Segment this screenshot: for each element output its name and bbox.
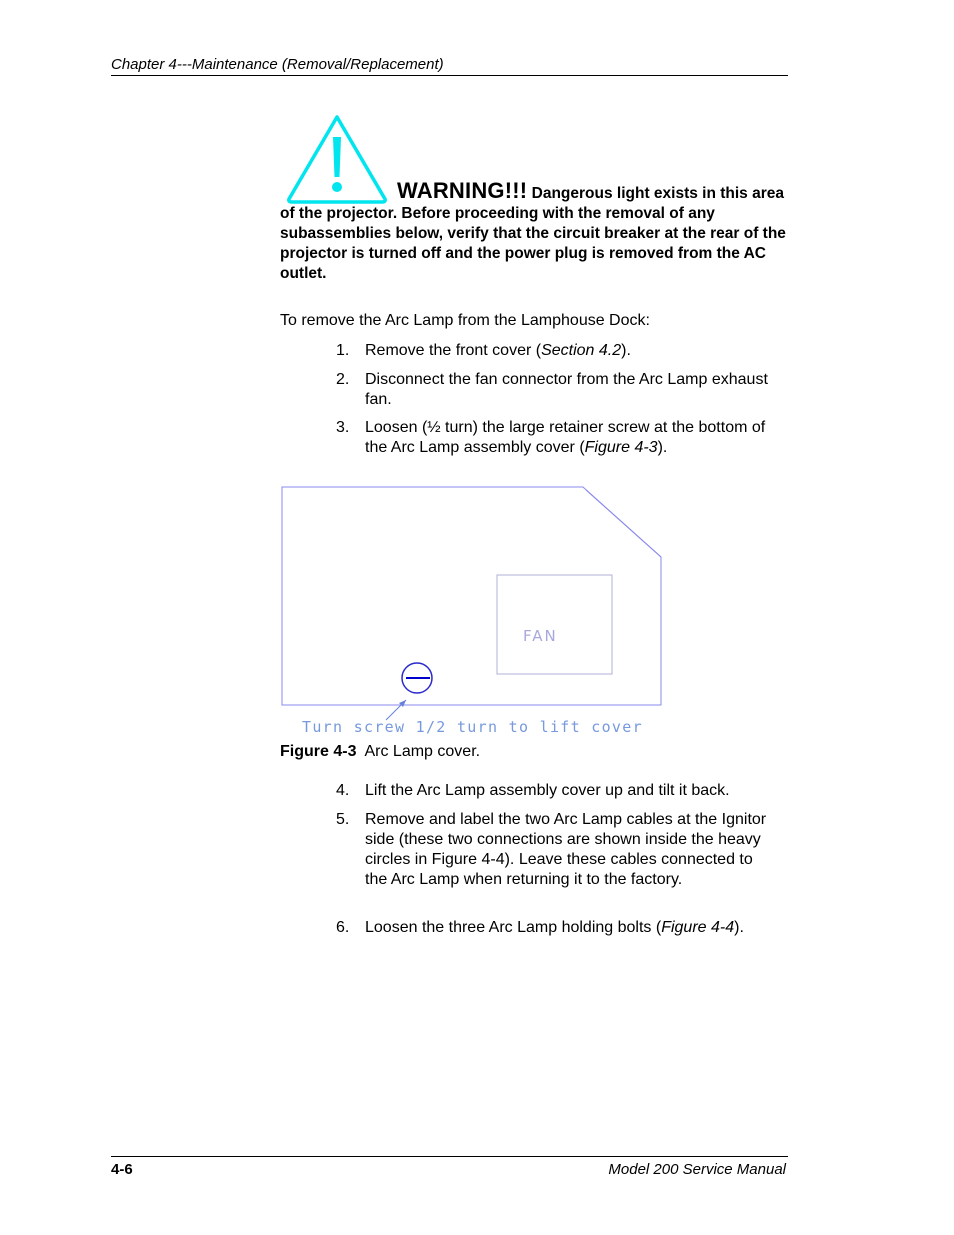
step-text: Remove the front cover ( (365, 342, 542, 359)
step-text-end: ). (657, 439, 668, 456)
step-number: 3. (336, 419, 350, 436)
cover-outline (282, 487, 661, 705)
step-number: 4. (336, 782, 350, 799)
warning-text: Dangerous light exists in this area of the projector. Before proceeding with the removal of any subassemblies below, verify that the circuit breaker at the rear of the projector is turned off and the power plug is removed from the AC outlet. (280, 185, 786, 282)
step-text: Remove and label the two Arc Lamp cables at the Ignitor side (these two connections are shown inside the heavy circles in Figure 4-4). Leave these cables connected to the Arc Lamp when returning it to the factory. (365, 811, 767, 888)
figure-caption (280, 743, 480, 761)
step-number: 5. (336, 811, 350, 828)
step-5 (336, 810, 776, 890)
figure-note: Turn screw 1/2 turn to lift cover (302, 718, 643, 736)
step-1 (336, 341, 776, 361)
cover-bevel-line (586, 490, 661, 557)
step-6 (336, 918, 776, 938)
caption-text: Arc Lamp cover. (364, 743, 481, 760)
manual-title: Model 200 Service Manual (608, 1161, 786, 1178)
step-text-end: ). (621, 342, 631, 359)
warning-heading: WARNING!!! (397, 178, 528, 203)
page-header (111, 56, 788, 76)
arc-lamp-cover-figure (280, 484, 670, 740)
step-ref: Section 4.2 (541, 342, 622, 359)
step-text: Lift the Arc Lamp assembly cover up and tilt it back. (365, 782, 730, 799)
caption-label: Figure 4-3 (280, 743, 357, 760)
fan-box (497, 575, 612, 674)
step-ref: Figure 4-4 (661, 919, 735, 936)
step-number: 2. (336, 371, 350, 388)
step-number: 6. (336, 919, 350, 936)
step-2 (336, 370, 776, 410)
step-number: 1. (336, 342, 350, 359)
warning-block (280, 178, 790, 284)
page-footer (111, 1156, 788, 1178)
step-text: Loosen the three Arc Lamp holding bolts ( (365, 919, 662, 936)
step-text-end: ). (734, 919, 744, 936)
chapter-title: Chapter 4---Maintenance (Removal/Replacement) (111, 56, 444, 73)
page-number: 4-6 (111, 1161, 133, 1178)
step-ref: Figure 4-3 (584, 439, 658, 456)
step-4 (336, 781, 776, 801)
fan-label: FAN (523, 627, 558, 645)
step-text: Disconnect the fan connector from the Arc Lamp exhaust fan. (365, 371, 768, 408)
step-text: Loosen (½ turn) the large retainer screw at the bottom of the Arc Lamp assembly cover ( (365, 419, 766, 456)
step-3 (336, 418, 776, 458)
intro-text: To remove the Arc Lamp from the Lamphouse Dock: (280, 312, 650, 329)
